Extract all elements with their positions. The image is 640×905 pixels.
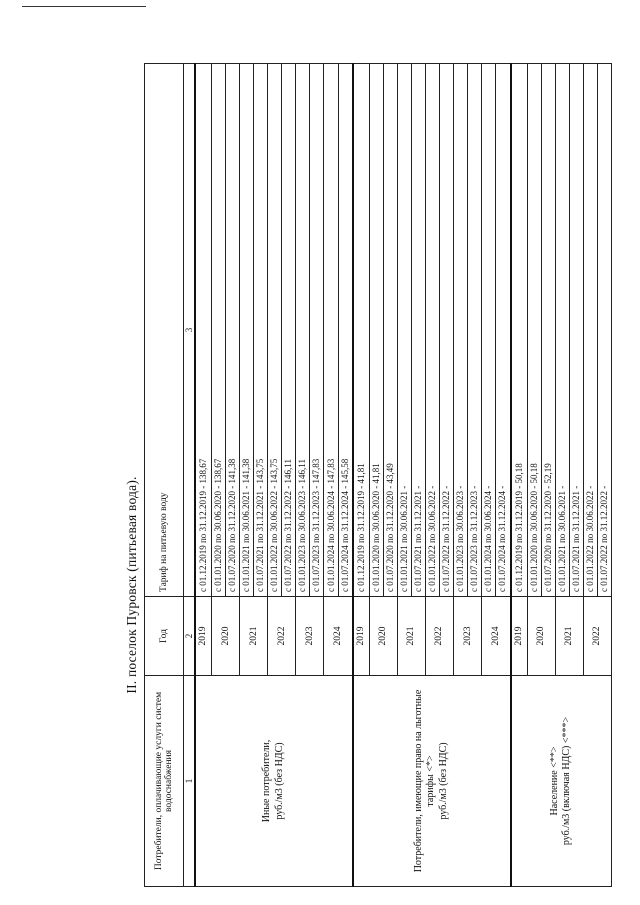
tariff-value-cell: с 01.07.2024 по 31.12.2024 - 145,58: [338, 64, 353, 597]
col-number-1: 1: [184, 676, 196, 887]
tariff-value-cell: с 01.01.2022 по 30.06.2022 -: [583, 64, 597, 597]
year-cell: 2021: [240, 597, 268, 676]
year-cell: 2021: [398, 597, 426, 676]
tariff-value-cell: с 01.07.2022 по 31.12.2022 - 146,11: [282, 64, 296, 597]
consumer-category-unit: руб./м3 (включая НДС) <***>: [561, 716, 573, 846]
tariff-value-cell: с 01.01.2021 по 30.06.2021 -: [555, 64, 569, 597]
consumer-category-cell: [511, 676, 612, 887]
tariff-value-cell: с 01.07.2020 по 31.12.2020 - 141,38: [226, 64, 240, 597]
tariff-value-cell: с 01.01.2023 по 30.06.2023 - 146,11: [296, 64, 310, 597]
tariff-value-cell: с 01.07.2023 по 31.12.2023 -: [468, 64, 482, 597]
year-cell: 2021: [555, 597, 583, 676]
tariff-value-cell: с 01.07.2021 по 31.12.2021 - 143,75: [254, 64, 268, 597]
tariff-value-cell: с 01.07.2021 по 31.12.2021 -: [569, 64, 583, 597]
year-cell: 2023: [296, 597, 324, 676]
tariff-value-cell: с 01.07.2024 по 31.12.2024 -: [496, 64, 511, 597]
tariff-value-cell: с 01.12.2019 по 31.12.2019 - 50,18: [511, 64, 528, 597]
consumer-category-cell: [353, 676, 511, 887]
tariff-value-cell: с 01.01.2022 по 30.06.2022 - 143,75: [268, 64, 282, 597]
col-tariff-header: Тариф на питьевую воду: [145, 64, 184, 597]
col-year-header: Год: [145, 597, 184, 676]
tariff-value-cell: с 01.07.2020 по 31.12.2020 - 52,19: [541, 64, 555, 597]
top-rule: [22, 6, 146, 7]
tariff-value-cell: с 01.01.2020 по 30.06.2020 - 50,18: [527, 64, 541, 597]
tariff-value-cell: с 01.01.2024 по 30.06.2024 - 147,83: [324, 64, 338, 597]
consumer-category-unit: руб./м3 (без НДС): [273, 742, 285, 820]
tariff-value-cell: с 01.01.2024 по 30.06.2024 -: [482, 64, 496, 597]
tariff-table-page: [144, 63, 612, 887]
consumer-category-unit: руб./м3 (без НДС): [437, 742, 449, 820]
consumer-group: [511, 64, 612, 887]
tariff-value-cell: с 01.01.2021 по 30.06.2021 -: [398, 64, 412, 597]
tariff-value-cell: с 01.01.2020 по 30.06.2020 - 138,67: [212, 64, 226, 597]
tariff-value-cell: с 01.07.2021 по 31.12.2021 -: [412, 64, 426, 597]
header-row: [145, 64, 184, 887]
table-row: [511, 64, 528, 887]
consumer-category-cell: [195, 676, 353, 887]
consumer-category-name: Иные потребители,: [261, 739, 273, 823]
year-cell: 2019: [511, 597, 528, 676]
section-heading: II. поселок Пуровск (питьевая вода).: [124, 476, 139, 694]
tariff-value-cell: с 01.07.2022 по 31.12.2022 -: [597, 64, 611, 597]
tariff-value-cell: с 01.12.2019 по 31.12.2019 - 41,81: [353, 64, 370, 597]
year-cell: 2020: [212, 597, 240, 676]
col-consumers-header: Потребители, оплачивающие услуги систем водоснабжения: [145, 676, 184, 887]
tariff-value-cell: с 01.01.2023 по 30.06.2023 -: [454, 64, 468, 597]
tariff-value-cell: с 01.01.2021 по 30.06.2021 - 141,38: [240, 64, 254, 597]
year-cell: 2019: [195, 597, 212, 676]
tariff-value-cell: с 01.07.2022 по 31.12.2022 -: [440, 64, 454, 597]
column-number-row: [184, 64, 196, 887]
consumer-group: [353, 64, 511, 887]
year-cell: 2023: [454, 597, 482, 676]
tariff-table: [144, 63, 612, 887]
tariff-value-cell: с 01.01.2022 по 30.06.2022 -: [426, 64, 440, 597]
year-cell: 2024: [482, 597, 511, 676]
tariff-value-cell: с 01.07.2020 по 31.12.2020 - 43,49: [384, 64, 398, 597]
year-cell: 2022: [268, 597, 296, 676]
year-cell: 2022: [583, 597, 611, 676]
consumer-category-name: Потребители, имеющие право на льготные тарифы <*>: [412, 689, 437, 873]
tariff-value-cell: с 01.12.2019 по 31.12.2019 - 138,67: [195, 64, 212, 597]
table-row: [353, 64, 370, 887]
year-cell: 2020: [527, 597, 555, 676]
col-number-3: 3: [184, 64, 196, 597]
col-number-2: 2: [184, 597, 196, 676]
year-cell: 2020: [370, 597, 398, 676]
tariff-value-cell: с 01.01.2020 по 30.06.2020 - 41,81: [370, 64, 384, 597]
year-cell: 2019: [353, 597, 370, 676]
tariff-value-cell: с 01.07.2023 по 31.12.2023 - 147,83: [310, 64, 324, 597]
year-cell: 2024: [324, 597, 353, 676]
year-cell: 2022: [426, 597, 454, 676]
consumer-group: [195, 64, 353, 887]
table-row: [195, 64, 212, 887]
consumer-category-name: Население <**>: [548, 746, 560, 816]
